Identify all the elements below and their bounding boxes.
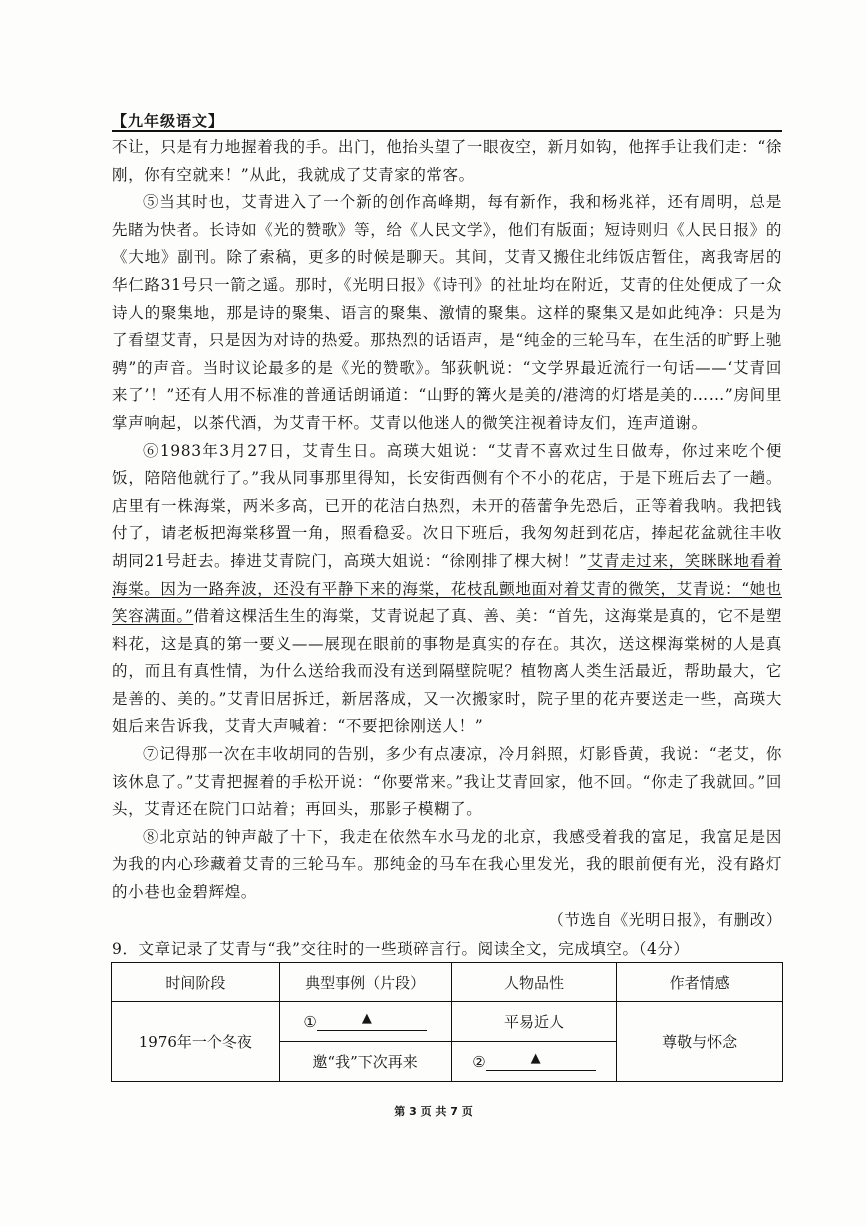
header-rule — [112, 130, 782, 132]
header-period: 时间阶段 — [112, 963, 280, 1002]
question-9-stem: 9．文章记录了艾青与“我”交往时的一些琐碎言行。阅读全文，完成填空。（4分） — [112, 940, 690, 958]
passage — [112, 134, 782, 934]
paragraph-6-after: 借着这棵活生生的海棠，艾青说起了真、善、美：“首先，这海棠是真的，它不是塑料花，这是真的第一要义——展现在眼前的事物是真实的存在。其次，送这棵海棠树的人是真的，而且有真性情，为什么送给我而没有送到隔壁院呢？植物离人类生活最近，帮助最大，它是善的、美的。”艾青旧居拆迁，新居落成，又一次搬家时，院子里的花卉要送走一些，高瑛大姐后来告诉我，艾青大声喊着：“不要把徐刚送人！” — [112, 607, 782, 736]
paragraph-6 — [112, 438, 782, 742]
paragraph-7: ⑦记得那一次在丰收胡同的告别，多少有点凄凉，冷月斜照，灯影昏黄，我说：“老艾，你该休息了。”艾青把握着的手松开说：“你要常来。”我让艾青回家，他不回。“你走了我就回。”回头，艾青还在院门口站着；再回头，那影子模糊了。 — [112, 745, 782, 819]
answer-blank-2[interactable] — [486, 1052, 596, 1071]
paragraph-6-before: ⑥1983年3月27日，艾青生日。高瑛大姐说：“艾青不喜欢过生日做寿，你过来吃个便饭，陪陪他就行了。”我从同事那里得知，长安街西侧有个不小的花店，于是下班后去了一趟。店里有一株海棠，两米多高，已开的花洁白热烈，未开的蓓蕾争先恐后，正等着我呐。我把钱付了，请老板把海棠移置一角，照看稳妥。次日下班后，我匆匆赶到花店，捧起花盆就往丰收胡同21号赶去。捧进艾青院门，高瑛大姐说：“徐刚排了棵大树！” — [112, 441, 782, 570]
blank-triangle-icon: ▲ — [361, 1011, 372, 1026]
cell-blank-1[interactable] — [279, 1002, 451, 1042]
paragraph-continued: 不让，只是有力地握着我的手。出门，他抬头望了一眼夜空，新月如钩，他挥手让我们走：“徐刚，你有空就来！”从此，我就成了艾青家的常客。 — [112, 138, 782, 184]
underlined-sentence: 艾青走过来，笑眯眯地看着海棠。因为一路奔波，还没有平静下来的海棠，花枝乱颤地面对着艾青的微笑，艾青说：“她也笑容满面。” — [112, 551, 782, 626]
cell-emotion: 尊敬与怀念 — [617, 1002, 783, 1082]
cell-example-2: 邀“我”下次再来 — [279, 1042, 451, 1082]
cell-blank-2[interactable] — [451, 1042, 617, 1082]
page-number: 第 3 页 共 7 页 — [394, 1105, 473, 1118]
header-example: 典型事例（片段） — [279, 963, 451, 1002]
header-emotion: 作者情感 — [617, 963, 783, 1002]
header-quality: 人物品性 — [451, 963, 617, 1002]
blank-triangle-icon: ▲ — [530, 1051, 541, 1066]
paragraph-8: ⑧北京站的钟声敲了十下，我走在依然车水马龙的北京，我感受着我的富足，我富足是因为我的内心珍藏着艾青的三轮马车。那纯金的马车在我心里发光，我的眼前便有光，没有路灯的小巷也金碧辉煌。 — [112, 827, 782, 902]
question-9-table — [111, 962, 783, 1082]
cell-period: 1976年一个冬夜 — [112, 1002, 280, 1082]
subject-header: 【九年级语文】 — [112, 112, 225, 130]
paragraph-5: ⑤当其时也，艾青进入了一个新的创作高峰期，每有新作，我和杨兆祥，还有周明，总是先睹为快者。长诗如《光的赞歌》等，给《人民文学》，他们有版面；短诗则归《人民日报》的《大地》副刊。除了索稿，更多的时候是聊天。其间，艾青又搬住北纬饭店暂住，离我寄居的华仁路31号只一箭之遥。那时，《光明日报》《诗刊》的社址均在附近，艾青的住处便成了一众诗人的聚集地，那是诗的聚集、语言的聚集、激情的聚集。这样的聚集又是如此纯净：只是为了看望艾青，只是因为对诗的热爱。那热烈的话语声，是“纯金的三轮马车，在生活的旷野上驰骋”的声音。当时议论最多的是《光的赞歌》。邹荻帆说：“文学界最近流行一句话——‘艾青回来了’！”还有人用不标准的普通话朗诵道：“山野的篝火是美的/港湾的灯塔是美的……”房间里掌声响起，以茶代酒，为艾青干杯。艾青以他迷人的微笑注视着诗友们，连声道谢。 — [112, 193, 782, 432]
blank-1-label: ① — [303, 1013, 317, 1031]
answer-blank-1[interactable] — [317, 1012, 427, 1031]
blank-2-label: ② — [472, 1053, 486, 1071]
source-note: （节选自《光明日报》，有删改） — [548, 910, 782, 929]
cell-quality-1: 平易近人 — [451, 1002, 617, 1042]
